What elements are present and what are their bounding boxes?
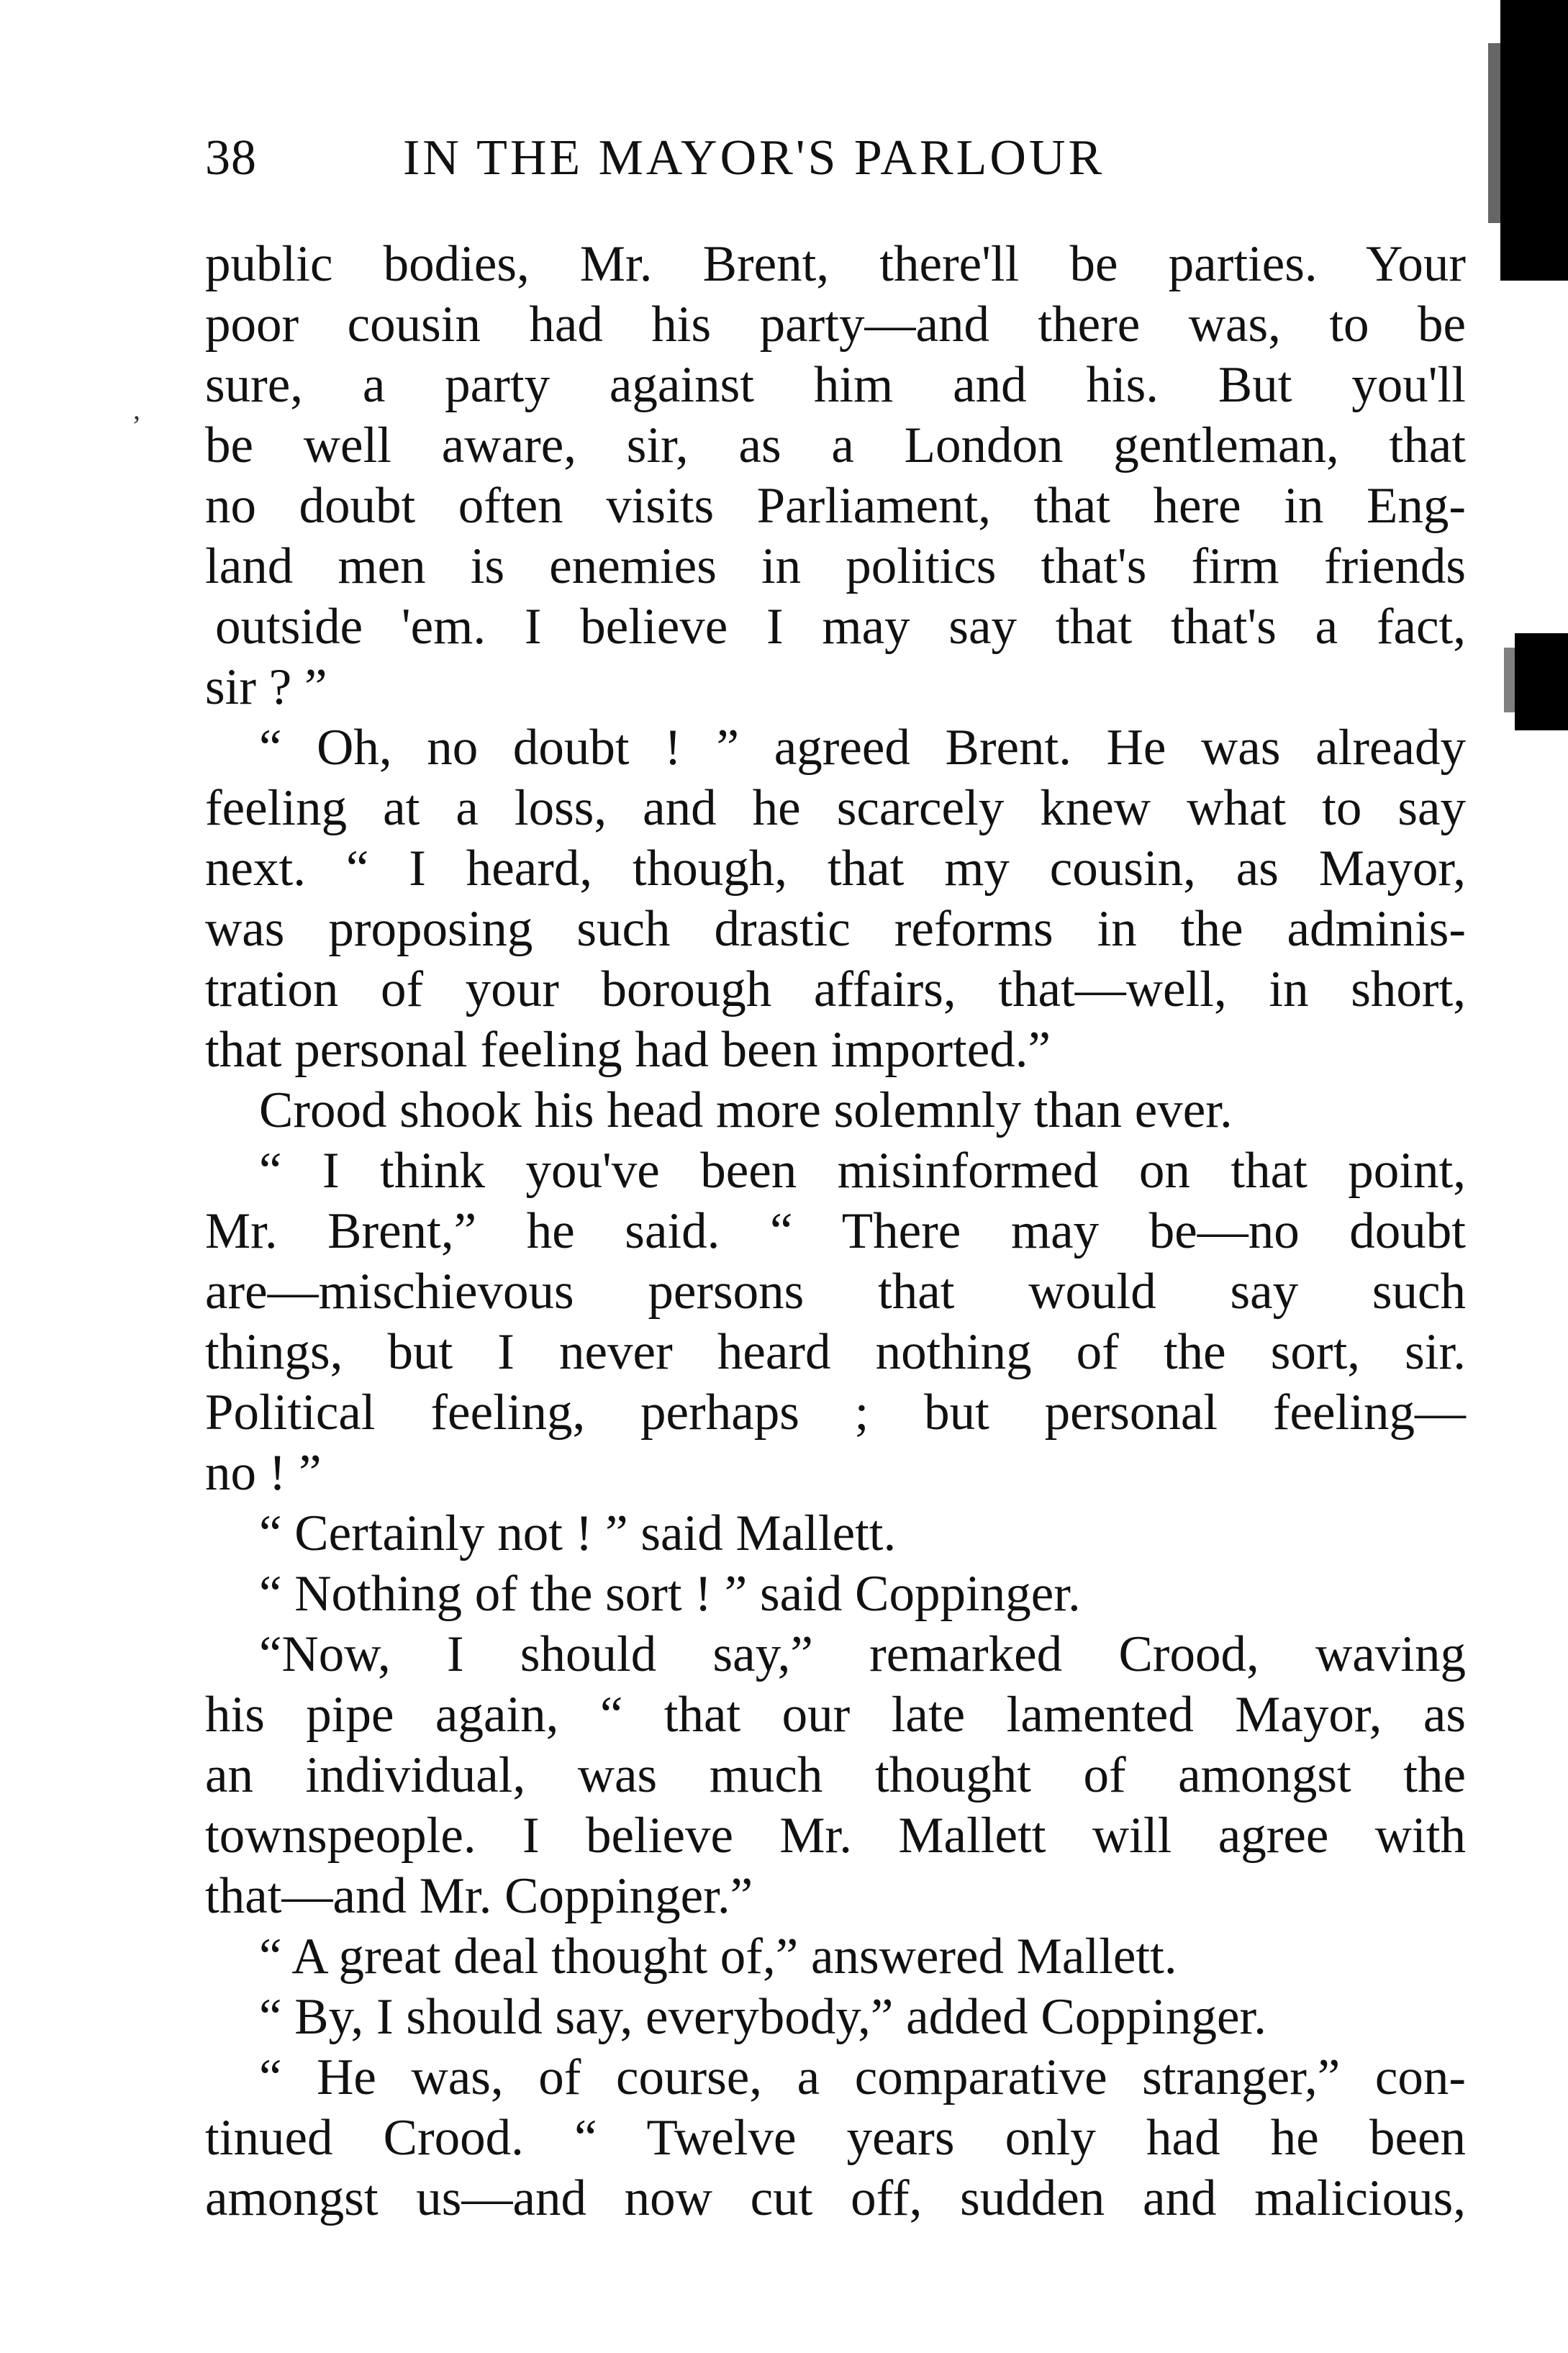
- text-line: an individual, was much thought of amongst the: [205, 1747, 1466, 1803]
- text-line: “ I think you've been misinformed on that point,: [259, 1143, 1466, 1199]
- text-line: feeling at a loss, and he scarcely knew what to say: [205, 780, 1466, 836]
- text-line: next. “ I heard, though, that my cousin, as Mayor,: [205, 840, 1466, 897]
- text-line: be well aware, sir, as a London gentleman, that: [205, 417, 1466, 473]
- running-head: IN THE MAYOR'S PARLOUR: [403, 130, 1105, 186]
- text-line: townspeople. I believe Mr. Mallett will agree with: [205, 1808, 1466, 1864]
- text-line: amongst us—and now cut off, sudden and malicious,: [205, 2170, 1466, 2226]
- text-line: “ A great deal thought of,” answered Mallett.: [259, 1928, 1177, 1985]
- scan-edge-mark: [1515, 633, 1568, 730]
- text-line: outside 'em. I believe I may say that that's a fact,: [215, 599, 1466, 655]
- text-line: poor cousin had his party—and there was, to be: [205, 296, 1466, 353]
- scan-edge-mark: [1488, 43, 1503, 223]
- text-line: “Now, I should say,” remarked Crood, waving: [259, 1626, 1466, 1682]
- text-line: was proposing such drastic reforms in the adminis-: [205, 901, 1466, 957]
- scan-edge-mark: [1500, 0, 1568, 281]
- text-line: that personal feeling had been imported.”: [205, 1022, 1051, 1078]
- text-line: sir ? ”: [205, 659, 327, 715]
- text-line: Crood shook his head more solemnly than ever.: [259, 1082, 1233, 1138]
- text-line: Mr. Brent,” he said. “ There may be—no doubt: [205, 1203, 1466, 1259]
- page-number: 38: [205, 130, 257, 186]
- text-line: his pipe again, “ that our late lamented Mayor, as: [205, 1687, 1466, 1743]
- scan-stray-mark: ’: [132, 409, 142, 442]
- text-line: public bodies, Mr. Brent, there'll be parties. Your: [205, 236, 1466, 292]
- page-header: [205, 126, 1472, 191]
- text-line: that—and Mr. Coppinger.”: [205, 1868, 753, 1924]
- text-line: no ! ”: [205, 1445, 322, 1501]
- text-line: things, but I never heard nothing of the sort, sir.: [205, 1324, 1466, 1380]
- text-line: land men is enemies in politics that's firm friends: [205, 538, 1466, 594]
- text-line: “ Certainly not ! ” said Mallett.: [259, 1505, 897, 1561]
- text-line: “ By, I should say, everybody,” added Coppinger.: [259, 1989, 1266, 2045]
- text-line: tinued Crood. “ Twelve years only had he been: [205, 2110, 1466, 2166]
- text-line: “ Oh, no doubt ! ” agreed Brent. He was already: [259, 720, 1466, 776]
- text-line: “ He was, of course, a comparative stranger,” con-: [259, 2049, 1466, 2105]
- text-line: no doubt often visits Parliament, that here in Eng-: [205, 478, 1466, 534]
- text-line: “ Nothing of the sort ! ” said Coppinger.: [259, 1566, 1081, 1622]
- body-text: [205, 234, 1466, 2229]
- text-line: are—mischievous persons that would say such: [205, 1264, 1466, 1320]
- scan-edge-mark: [1504, 648, 1515, 712]
- text-line: sure, a party against him and his. But you'll: [205, 357, 1466, 413]
- text-line: Political feeling, perhaps ; but personal feeling—: [205, 1384, 1466, 1441]
- text-line: tration of your borough affairs, that—well, in short,: [205, 961, 1466, 1017]
